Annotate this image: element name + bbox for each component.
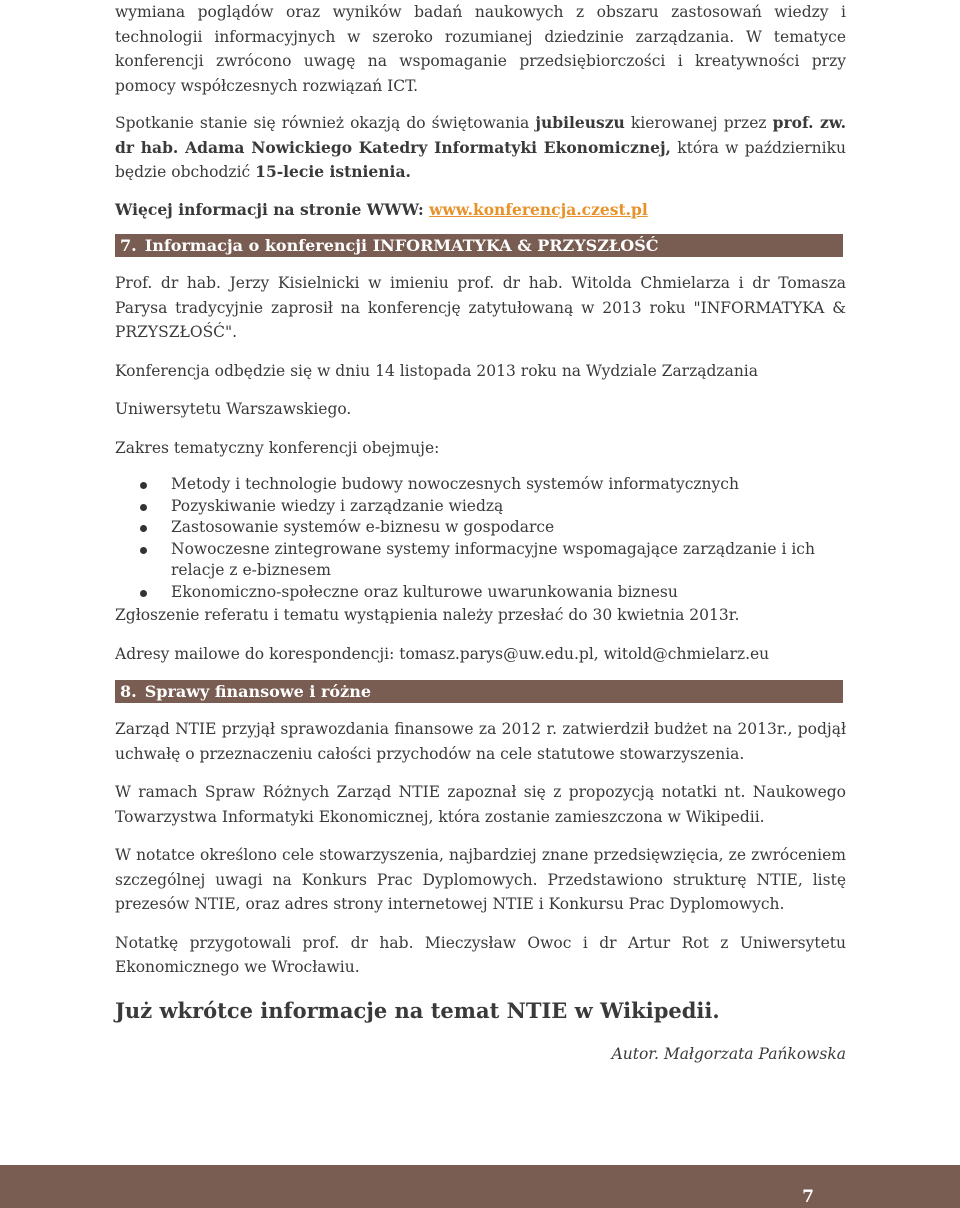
jubilee-bold-2: prof. zw. dr hab. Adama Nowickiego Katedry Informatyki Ekonomicznej, <box>115 113 847 157</box>
section-8-paragraph-3: W notatce określono cele stowarzyszenia, najbardziej znane przedsięwzięcia, ze zwróceniem szczególnej uwagi na Konkurs Prac Dyplomowych. Przedstawiono strukturę NTIE, listę prezesów NTIE, oraz adres strony internetowej NTIE i Konkursu Prac Dyplomowych. <box>115 846 846 913</box>
section-7-number: 7. <box>120 236 137 255</box>
section-8-paragraph-4: Notatkę przygotowali prof. dr hab. Mieczysław Owoc i dr Artur Rot z Uniwersytetu Ekonomicznego we Wrocławiu. <box>115 933 846 976</box>
list-item: Pozyskiwanie wiedzy i zarządzanie wiedzą <box>115 496 846 518</box>
more-info-line <box>115 198 846 223</box>
section-8-number: 8. <box>120 682 137 701</box>
topics-list <box>115 474 846 603</box>
section-7-header <box>115 234 843 257</box>
author-signature: Autor. Małgorzata Pańkowska <box>611 1044 846 1063</box>
list-item: Metody i technologie budowy nowoczesnych systemów informatycznych <box>115 474 846 496</box>
intro-paragraph: wymiana poglądów oraz wyników badań naukowych z obszaru zastosowań wiedzy i technologii informacyjnych w szeroko rozumianej dziedzinie zarządzania. W tematyce konferencji zwrócono uwagę na wspomaganie przedsiębiorczości i kreatywności przy pomocy współczesnych rozwiązań ICT. <box>115 3 846 95</box>
section-7-paragraph-5: Zgłoszenie referatu i tematu wystąpienia należy przesłać do 30 kwietnia 2013r. <box>115 606 740 624</box>
jubilee-bold-1: jubileuszu <box>535 113 625 132</box>
section-7-paragraph-6: Adresy mailowe do korespondencji: tomasz.parys@uw.edu.pl, witold@chmielarz.eu <box>115 644 770 663</box>
section-8-header <box>115 680 843 703</box>
section-7-paragraph-4: Zakres tematyczny konferencji obejmuje: <box>115 438 440 457</box>
section-7-paragraph-1: Prof. dr hab. Jerzy Kisielnicki w imieniu prof. dr hab. Witolda Chmielarza i dr Tomasza Parysa tradycyjnie zaprosił na konferencję zatytułowaną w 2013 roku "INFORMATYKA & PRZYSZŁOŚĆ". <box>115 274 846 341</box>
more-info-label: Więcej informacji na stronie WWW: <box>115 199 430 219</box>
section-8-paragraph-2: W ramach Spraw Różnych Zarząd NTIE zapoznał się z propozycją notatki nt. Naukowego Towarzystwa Informatyki Ekonomicznej, która zostanie zamieszczona w Wikipedii. <box>115 783 846 826</box>
page-number: 7 <box>802 1187 814 1207</box>
jubilee-text-3: która w październiku będzie obchodzić <box>115 138 846 181</box>
section-8-paragraph-1: Zarząd NTIE przyjął sprawozdania finansowe za 2012 r. zatwierdził budżet na 2013r., podjął uchwałę o przeznaczeniu całości przychodów na cele statutowe stowarzyszenia. <box>115 720 846 763</box>
section-7-title: Informacja o konferencji INFORMATYKA & PRZYSZŁOŚĆ <box>144 236 659 255</box>
wikipedia-headline: Już wkrótce informacje na temat NTIE w Wikipedii. <box>115 997 720 1023</box>
footer-bar <box>0 1165 960 1208</box>
jubilee-bold-3: 15-lecie istnienia. <box>255 162 411 181</box>
document-page <box>115 0 846 1066</box>
jubilee-paragraph <box>115 111 846 185</box>
list-item: Zastosowanie systemów e-biznesu w gospodarce <box>115 517 846 539</box>
section-7-paragraph-2: Konferencja odbędzie się w dniu 14 listopada 2013 roku na Wydziale Zarządzania <box>115 361 759 380</box>
section-7-paragraph-3: Uniwersytetu Warszawskiego. <box>115 400 352 418</box>
list-item: Nowoczesne zintegrowane systemy informacyjne wspomagające zarządzanie i ich relacje z e-biznesem <box>115 539 846 582</box>
conference-link[interactable]: www.konferencja.czest.pl <box>429 199 648 219</box>
jubilee-text-1: Spotkanie stanie się również okazją do świętowania <box>115 114 536 132</box>
list-item: Ekonomiczno-społeczne oraz kulturowe uwarunkowania biznesu <box>115 582 846 604</box>
jubilee-text-2: kierowanej przez <box>624 114 773 132</box>
section-8-title: Sprawy finansowe i różne <box>144 682 371 701</box>
